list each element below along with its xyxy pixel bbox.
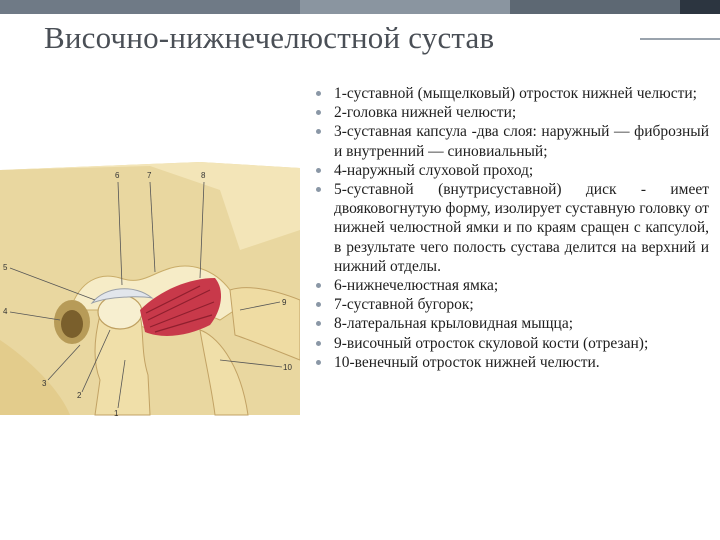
- top-bar-segment: [300, 0, 510, 14]
- figure-label-layer: [0, 160, 300, 420]
- bullet-item: [316, 334, 709, 353]
- figure-label-6: 6: [115, 171, 120, 180]
- bullet-text: 8-латеральная крыловидная мыщца;: [334, 315, 574, 333]
- bullet-marker: [316, 110, 321, 115]
- bullet-list: [316, 84, 709, 372]
- figure-label-1: 1: [114, 409, 119, 418]
- figure-label-2: 2: [77, 391, 82, 400]
- bullet-text: 6-нижнечелюстная ямка;: [334, 277, 499, 295]
- bullet-item: [316, 353, 709, 372]
- bullet-marker: [316, 91, 321, 96]
- bullet-item: [316, 295, 709, 314]
- figure-label-4: 4: [3, 307, 8, 316]
- bullet-marker: [316, 168, 321, 173]
- bullet-item: [316, 161, 709, 180]
- bullet-text: 9-височный отросток скуловой кости (отрезан);: [334, 334, 649, 352]
- top-bar-segment: [680, 0, 720, 14]
- bullet-item: [316, 84, 709, 103]
- figure-label-5: 5: [3, 263, 8, 272]
- bullet-item: [316, 180, 709, 276]
- bullet-text: 4-наружный слуховой проход;: [334, 161, 534, 179]
- bullet-item: [316, 276, 709, 295]
- top-bar-segment: [0, 0, 300, 14]
- bullet-marker: [316, 341, 321, 346]
- bullet-marker: [316, 129, 321, 134]
- bullet-marker: [316, 321, 321, 326]
- bullet-item: [316, 122, 709, 160]
- figure-label-7: 7: [147, 171, 152, 180]
- figure-label-8: 8: [201, 171, 206, 180]
- bullet-text: 1-суставной (мыщелковый) отросток нижней челюсти;: [334, 85, 697, 102]
- bullet-text: 3-суставная капсула -два слоя: наружный — фиброзный и внутренний — синовиальный;: [334, 123, 709, 160]
- slide-title: Височно-нижнечелюстной сустав: [44, 20, 495, 55]
- bullet-text: 5-суставной (внутрисуставной) диск - имеет двояковогнутую форму, изолирует суставную головку от нижней челюстной ямки и по краям сращен с капсулой, в результате чего полость сустава делится на верхний и нижний отделы.: [334, 181, 709, 275]
- bullet-marker: [316, 360, 321, 365]
- top-bar-segment: [510, 0, 680, 14]
- bullet-text: 10-венечный отросток нижней челюсти.: [334, 353, 600, 371]
- bullet-marker: [316, 302, 321, 307]
- tmj-illustration: [0, 160, 300, 420]
- figure-label-10: 10: [283, 363, 292, 372]
- figure-label-3: 3: [42, 379, 47, 388]
- figure-label-9: 9: [282, 298, 287, 307]
- bullet-marker: [316, 283, 321, 288]
- bullet-marker: [316, 187, 321, 192]
- bullet-item: [316, 103, 709, 122]
- title-rule: [640, 38, 720, 40]
- bullet-text: 7-суставной бугорок;: [334, 296, 474, 314]
- bullet-item: [316, 314, 709, 333]
- bullet-text: 2-головка нижней челюсти;: [334, 104, 517, 122]
- top-decor-bar: [0, 0, 720, 14]
